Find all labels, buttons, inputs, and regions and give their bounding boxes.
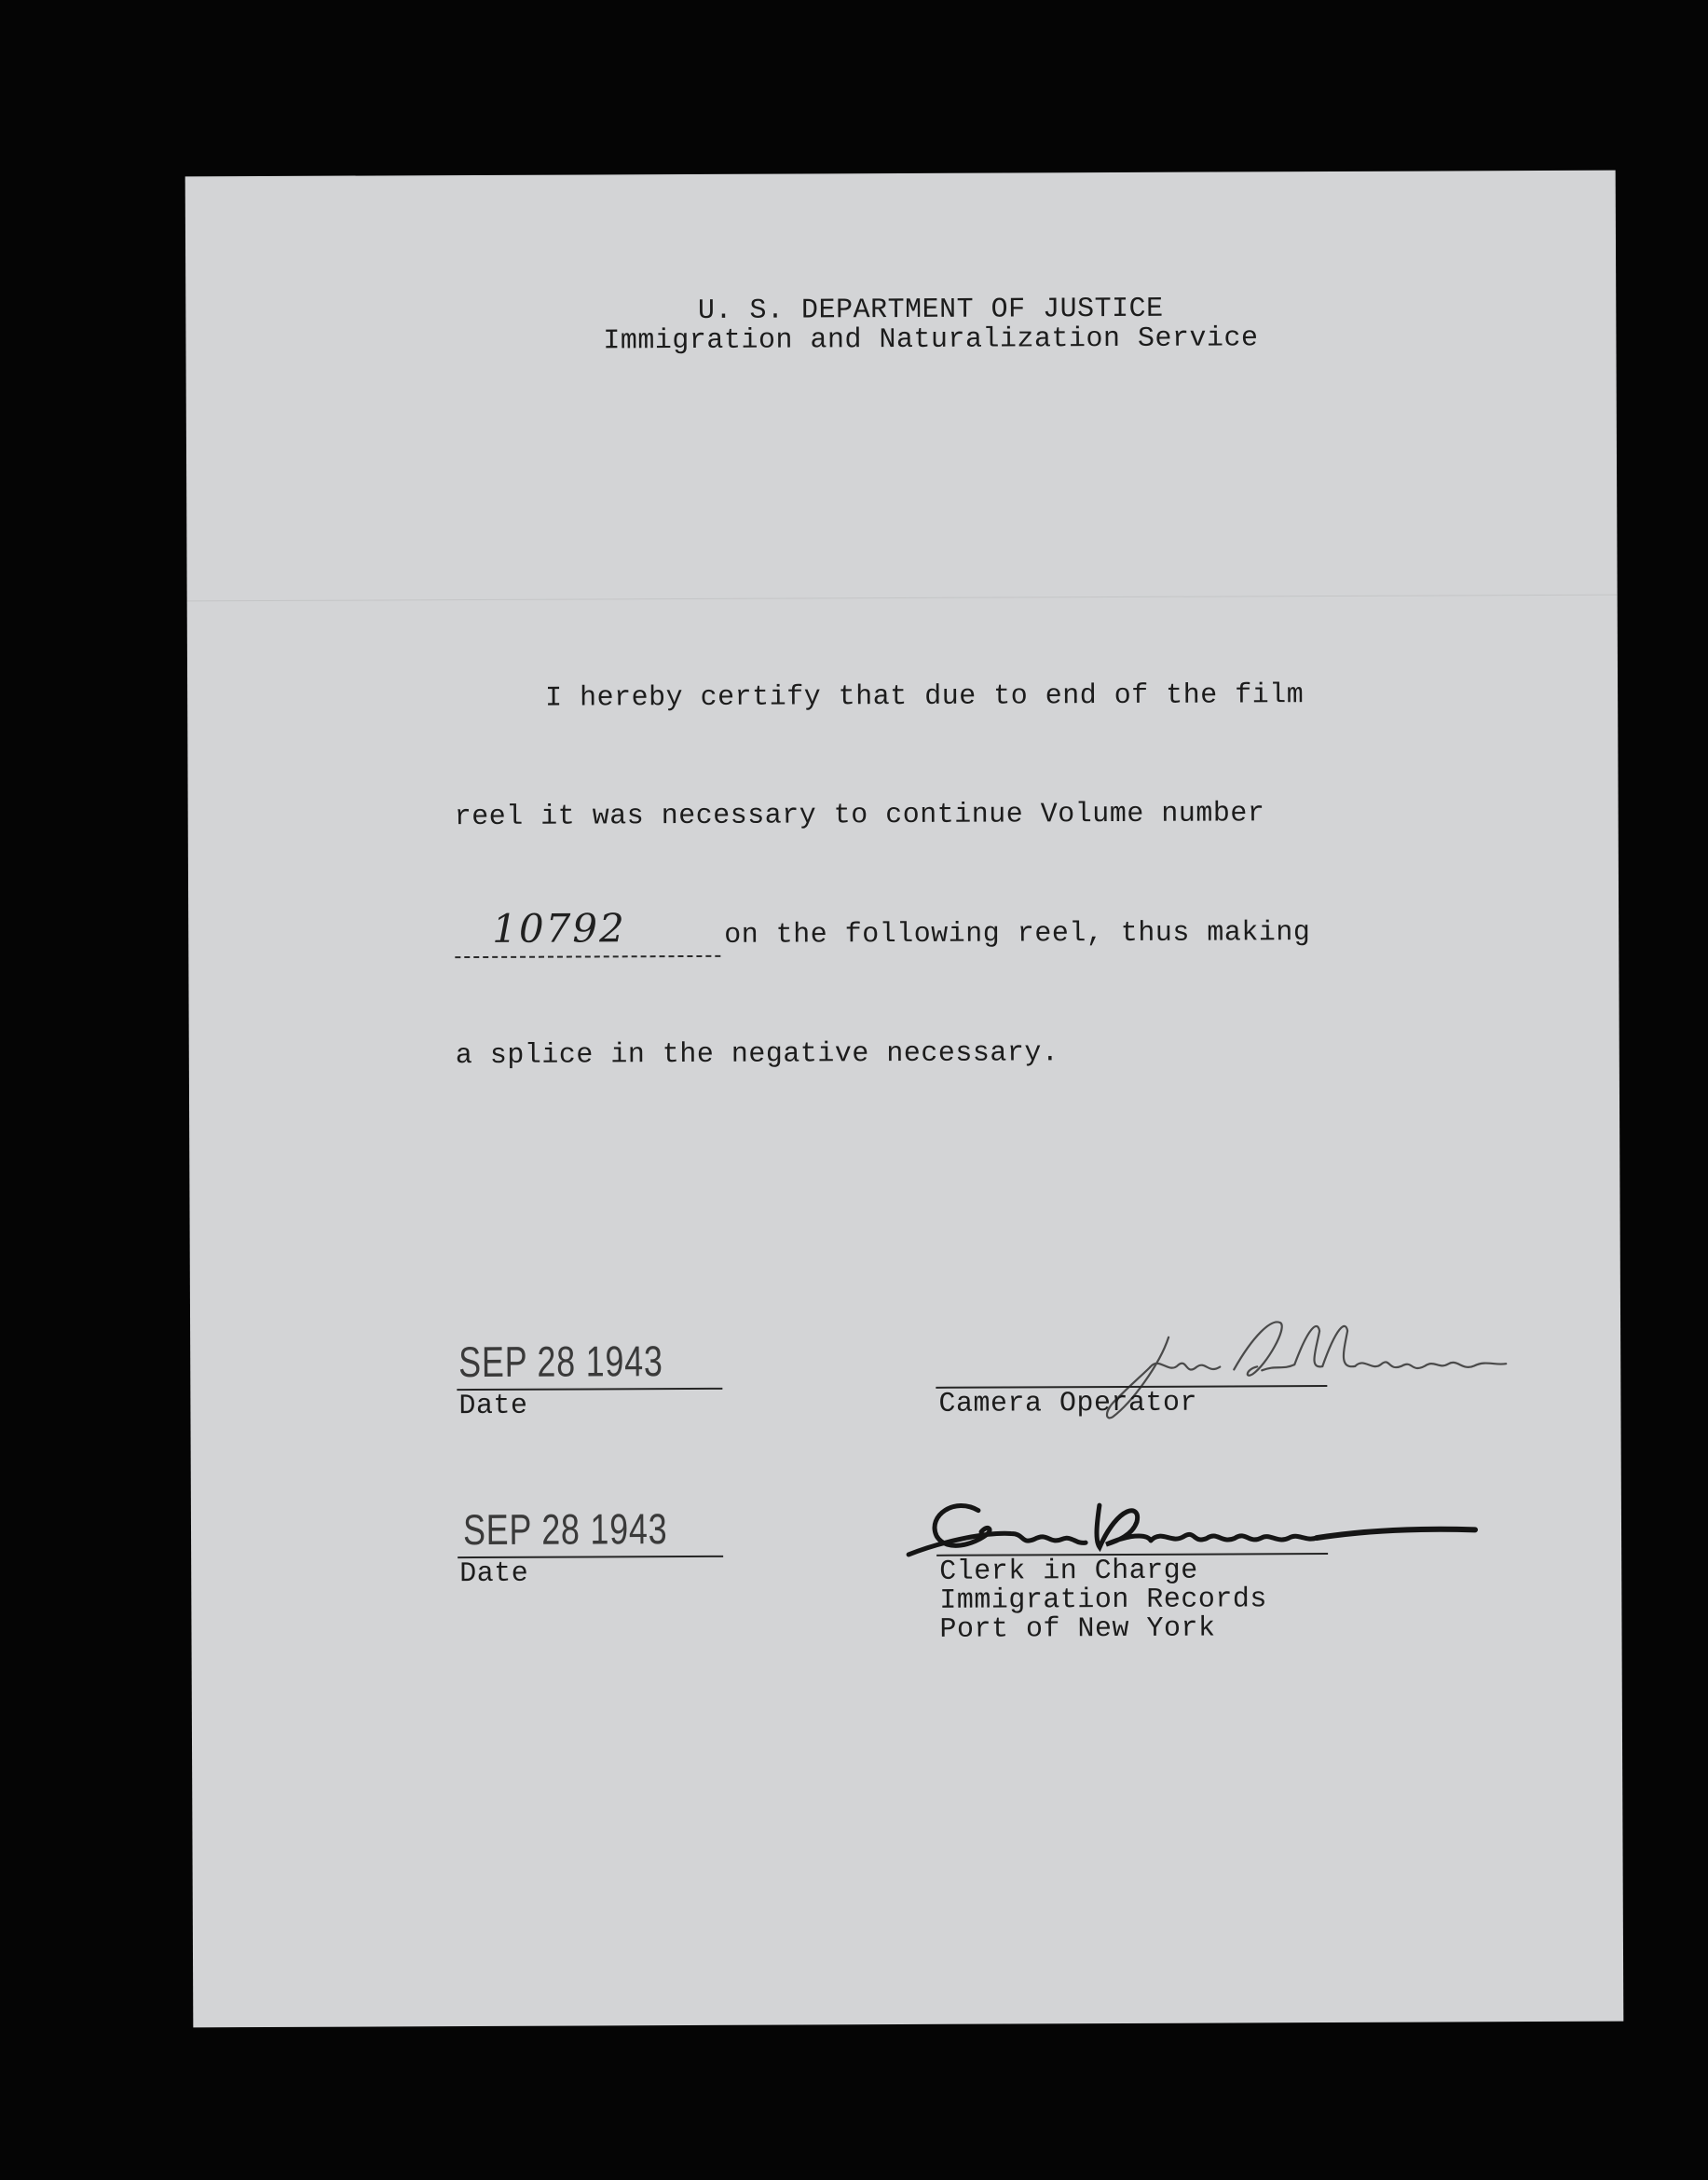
certification-line-4: a splice in the negative necessary. bbox=[455, 1037, 1059, 1073]
volume-number-handwritten: 10792 bbox=[492, 905, 626, 952]
certification-line-2: reel it was necessary to continue Volume number bbox=[454, 798, 1265, 834]
fold-line bbox=[187, 595, 1618, 602]
clerk-location-label: Port of New York bbox=[939, 1612, 1216, 1646]
date-label-2: Date bbox=[459, 1557, 529, 1591]
clerk-department-label: Immigration Records bbox=[939, 1584, 1267, 1617]
certification-line-1: I hereby certify that due to end of the film bbox=[545, 679, 1305, 715]
date-stamp-1: SEP 28 1943 bbox=[458, 1337, 663, 1387]
camera-operator-label: Camera Operator bbox=[938, 1387, 1198, 1420]
date-label-1: Date bbox=[458, 1390, 528, 1423]
certification-line-3: on the following reel, thus making bbox=[724, 917, 1311, 952]
department-heading: U. S. DEPARTMENT OF JUSTICE bbox=[697, 293, 1164, 327]
date-stamp-2: SEP 28 1943 bbox=[462, 1504, 668, 1555]
service-heading: Immigration and Naturalization Service bbox=[603, 322, 1259, 358]
clerk-title-label: Clerk in Charge bbox=[939, 1555, 1198, 1588]
document-sheet bbox=[185, 171, 1624, 2028]
